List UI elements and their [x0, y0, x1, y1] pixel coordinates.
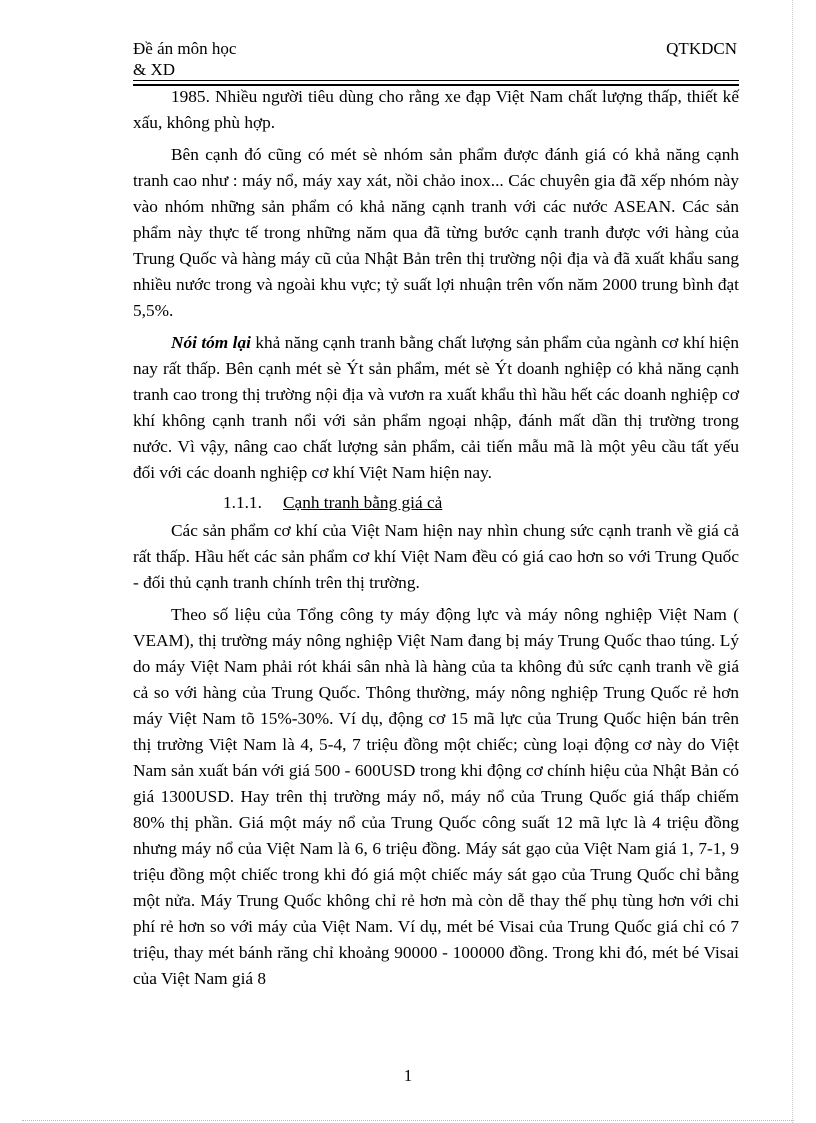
header-left-line1: Đề án môn học [133, 39, 237, 58]
page-number: 1 [403, 1066, 413, 1085]
paragraph-1: 1985. Nhiều người tiêu dùng cho rằng xe đạp Việt Nam chất lượng thấp, thiết kế xấu, không phù hợp. [133, 87, 739, 132]
paragraph-4: Các sản phẩm cơ khí của Việt Nam hiện nay nhìn chung sức cạnh tranh về giá cả rất thấp. Hầu hết các sản phẩm cơ khí Việt Nam đều có giá cao hơn so với Trung Quốc - đối thủ cạnh tranh chính trên thị trường. [133, 521, 739, 592]
section-title: Cạnh tranh bằng giá cả [283, 493, 443, 512]
header-course-title [133, 38, 293, 80]
paragraph-3-lead: Nói tóm lại [171, 333, 251, 352]
header-department: QTKDCN [666, 39, 737, 58]
section-heading [133, 490, 739, 516]
page-edge-bottom [22, 1120, 794, 1121]
header-left-line2: & XD [133, 60, 176, 79]
header-rule-thin [133, 80, 739, 81]
paragraph-5: Theo số liệu của Tổng công ty máy động lực và máy nông nghiệp Việt Nam ( VEAM), thị trường máy nông nghiệp Việt Nam đang bị máy Trung Quốc thao túng. Lý do máy Việt Nam phải rót khái sân nhà là hàng của ta không đủ sức cạnh tranh về giá cả so với hàng của Trung Quốc. Thông thường, máy nông nghiệp Trung Quốc rẻ hơn máy Việt Nam tõ 15%-30%. Ví dụ, động cơ 15 mã lực của Trung Quốc hiện bán trên thị trường Việt Nam là 4, 5-4, 7 triệu đồng một chiếc; cùng loại động cơ này do Việt Nam sản xuất bán với giá 500 - 600USD trong khi động cơ chính hiệu của Nhật Bản có giá 1300USD. Hay trên thị trường máy nổ, máy nổ của Trung Quốc giá thấp chiếm 80% thị phần. Giá một máy nổ của Trung Quốc công suất 12 mã lực là 4 triệu đồng nhưng máy nổ của Việt Nam là 6, 6 triệu đồng. Máy sát gạo của Việt Nam giá 1, 7-1, 9 triệu đồng một chiếc trong khi đó giá một chiếc máy sát gạo của Trung Quốc chỉ bằng một nửa. Máy Trung Quốc không chỉ rẻ hơn mà còn dễ thay thế phụ tùng hơn với chi phí rẻ hơn so với máy của Việt Nam. Ví dụ, mét bé Visai của Trung Quốc giá chỉ có 7 triệu, thay mét bánh răng chỉ khoảng 90000 - 100000 đồng. Trong khi đó, mét bé Visai của Việt Nam giá 8 [133, 605, 739, 988]
paragraph-2: Bên cạnh đó cũng có mét sè nhóm sản phẩm được đánh giá có khả năng cạnh tranh cao như : máy nổ, máy xay xát, nồi chảo inox... Các chuyên gia đã xếp nhóm này vào nhóm những sản phẩm có khả năng cạnh tranh với các nước ASEAN. Các sản phẩm này thực tế trong những năm qua đã từng bước cạnh tranh được với hàng của Trung Quốc và hàng máy cũ của Nhật Bản trên thị trường nội địa và đã xuất khẩu sang nhiều nước trong và ngoài khu vực; tỷ suất lợi nhuận trên vốn năm 2000 trung bình đạt 5,5%. [133, 145, 739, 320]
paragraph-3-text: khả năng cạnh tranh bằng chất lượng sản phẩm của ngành cơ khí hiện nay rất thấp. Bên cạnh mét sè Ýt sản phẩm, mét sè Ýt doanh nghiệp có khả năng cạnh tranh cao trong thị trường nội địa và vươn ra xuất khẩu thì hầu hết các doanh nghiệp cơ khí không cạnh tranh nổi với sản phẩm ngoại nhập, đánh mất dần thị trường trong nước. Vì vậy, nâng cao chất lượng sản phẩm, cải tiến mẫu mã là một yêu cầu tất yếu đối với các doanh nghiệp cơ khí Việt Nam hiện nay. [133, 333, 739, 482]
page-edge-right [792, 0, 793, 1123]
document-body [133, 84, 739, 992]
section-number: 1.1.1. [223, 493, 262, 512]
paragraph-3 [133, 330, 739, 486]
